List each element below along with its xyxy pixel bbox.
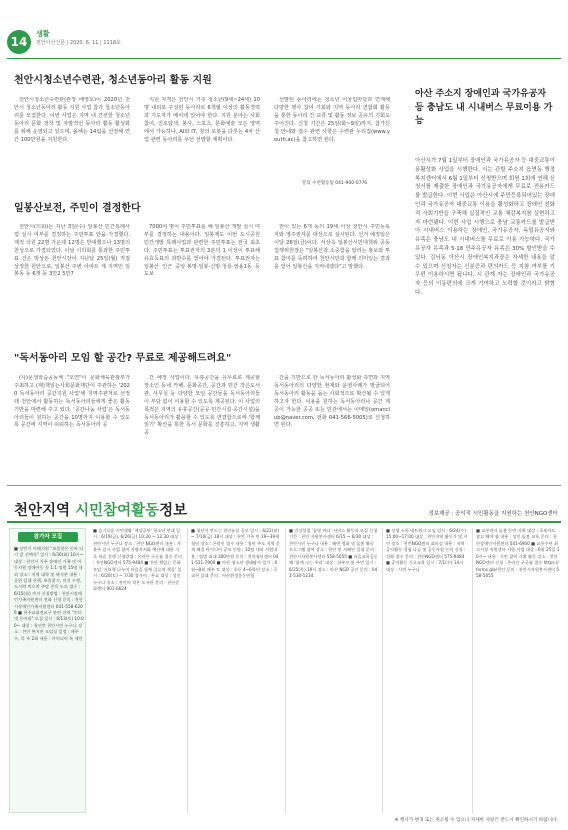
board-title-prefix: 천안지역 [14,503,76,519]
col-separator [472,528,473,813]
article1-col2: 지원 자격은 천안시 거주 청소년(9세~24세) 10명 내외로 구성된 동아리로 6개월 이상의 활동경력과 지도자가 배치돼 있어야 한다. 지원 분야는 사회참여, 진로탐색, 봉사, 스포츠, 문화예술 모든 영역에서 가능하나, AI와 IT, 창의 로봇을 다루는 4차 산업 관련 동아리를 우선 선발할 계획이다. [144,97,260,143]
board-col4: ■ 상생 소통 네트워크 모임 일시 : 6/24(수) 15:00~17:00 대상 : 천안지역 활동가 및 시민 장소 : 천안NGO센터 회의실 내용 : 지역 공익활동 경험 나눔 및 공동사업 논의 신청 : 전화 접수 문의 : 천안NGO센터 575-9484 ■ 공익활동 기초교육 일시 : 7/1(수) 14시 대상 : 시민 누구나 [386,528,468,572]
board-title [14,499,187,520]
article1-col1: 천안시청소년수련관(관장 배영호)이 2020년 천안시 청소년동아리 활동 지원 사업 참가 청소년동아리를 모집한다. 이번 사업은 지역 내 건전한 청소년동아리 문화 정착 및 자발적인 동아리 활동 활성화를 위해 운영되고 있으며, 올해는 14팀을 선정해 연간 100만원을 지원한다. [14,97,130,143]
article2-title: 일봉산보전, 주민이 결정한다 [14,203,141,214]
article1-col3: 선발된 동아리에는 청소년 어울림마당과 연계해 다양한 행사 참여 기회와 지역 동아리 연합회 활동을 통한 동아리 간 교류 및 활동 정보 공유의 기회도 주어진다. 신청 기간은 25일(화~9일)까지, 참가신청 안내와 접수 관련 사항은 수련관 누리집(www.youth.ac)을 참고하면 된다. [274,97,390,143]
board-bar [7,521,561,523]
article1-title: 천안시청소년수련관, 청소년동아리 활동 지원 [14,75,212,86]
article3-col3: 간을 기반으로 한 독서동아리 활성화 측면과 지역 독서동아리의 다양한 현재와 운영사례가 발굴되어 독서동아리 활동을 돕는 사회적으로 확산될 수 있게 하고자 한다. 이용을 원하는 독서동아리나 공간 제공이 가능한 공공 또는 민간에서는 이메일(omanclub@naver.com, 전화 041-566-5005)로 신청하면 된다. [274,375,390,429]
page-number: 14 [7,30,31,54]
footer-note: ※ 행사가 변경 또는 취소될 수 있으니 자세한 사항은 반드시 확인하시기 바랍니다. [394,818,558,823]
section-divider [7,485,561,486]
asan-news-box [398,75,562,457]
article3-col2: 간 예정 사업이다. 유휴공간을 유무료로 제공할 장소인 동네 카페, 문화공간, 공간과 민간 작은도서관, 사무실 등 다양한 모임 공간들을 독서동아리들이 부담 없이 이용할 수 있도록 제공된다. 이 사업의 목적은 지역의 유휴공간(공공·민간시설·공간시설)을 독서동아리가 활용할 수 있도록 연결함으로써 '함께 읽기' 확산을 통한 독서 문화를 진흥하고, 지역 생활공 [144,375,260,437]
col-separator [187,528,188,813]
board-col5: ■ 교통약자 돌봄 동반 기획 대상 : 초보자도 참고 해야 함 내용 : 성인 돌봄 교육 문의 : 천안장애인지원센터 541-6900 ■ 교통수단 최고시장 지원센터 지원 사업 대상 : 6월 25일 10시~ 내용 : 시민 참여 기획 활동 장소 : 천안NGO센터 신청 : 온라인 구글폼 접수 https://forms.gle/천안 문의 : 천안시자원봉사센터 558-5055 [476,528,560,579]
article3-title: "독서동아리 모임 할 공간? 무료로 제공해드려요" [14,353,232,364]
section-label: 생활 [36,30,50,38]
col-separator [382,528,383,813]
board-col3: ■ 건강힐링 '꿈빛 바다' 서비스 활동의 모집 신청기간 : 천안 자원봉사센터 6/15 ~ 6/30 대상 : 천안시민 누구나 내용 : 해변 정화 및 돌봄 활동 프로그램 참여 장소 : 천안 및 서해안 일대 문의 : 천안시자원봉사센터 558-5055 ■ 마을교육공동체 '함께 크는 우리' 대상 : 학부모 및 주민 일시 : 6/25(목) 19시 장소 : 아산 NGO 공간 문의 : 041-530-1234 [289,528,378,579]
header-divider [7,58,561,59]
board-title-highlight: 시민참여활동 [75,503,160,519]
board-col2: ■ 청년이 만드는 천안뉴딜 공모 일시 : 6/22(월) ~ 7/10(금) 18시 대상 : 천안 거주 만 19~39세 청년 장소 : 온라인 접수 내용 : 청년 주도 지역 문제 해결 아이디어 공모 인원 : 10팀 내외 지원내용 : 팀별 최대 300만원 문의 : 천안청년센터 041-521-7900 ■ 아산 청소년 생태탐사 일시 : 6월~8월 매주 토 대상 : 초등 4~6학년 장소 : 곡교천 일대 문의 : 아산환경운동연합 [191,528,280,579]
board-sidebar [9,528,86,813]
board-col1: ■ 슬기로운 시민생활 '책상공부' 청소년 연대 일시 : 6/19(금), 6/26(금) 10:30 ~ 12:30 대상 : 천안시민 누구나 장소 : 천안 NGO센터 내용 : 자율주 감시 사업 참여 지방자치와 예산에 대한 기초 학습 진행 신청방법 : 온라인 구글폼 접수 문의 : 천안NGO센터 575-9484 ■ 천안 책읽는 문화모임 '거리책 나누며 마을을 함께 걸으며 책을' 일시 : 6/20(토) ~ 7/30 참가비 : 무료 대상 : 성인 누구나 장소 : 천안의 작은 도서관 문의 : 천안문화센터 901-6624 [93,528,182,592]
sidebar-body: ■ 상반기 이해지원 "보물찾은 동아 되기 잘 선택자" 일시 : 6/30(화) 10시~ 대상 : 천안시 거주 장애인 가족 및 아동지원 장애아동 등 1:1 정원 15명 내외 장소 : 지역 대학 및 복지관 내용 : 공원 일대 산책, 보물찾기, 미션 수행, 도시락 먹으며 주말 친목 도모 접수 : 6/15(월) 까지 신청방법 : 천안시장애인가족지원센터 전화 신청 문의 : 천안시장애인가족지원센터 041-558-6206 ■ 천주교대전교구 관련 인력 "인터넷 동아리" 모집 일시 : 6/13(토) 10:00~ 대상 : 청년층 천안시민 누구나 장소 : 천안 복지관 모임실 일정 : 매주 수, 목 주 2회 내용 : 아이디어 톡 제안 [14,546,84,641]
board-title-suffix: 정보 [159,503,188,519]
article2-col3: 권이 있는 6개 동의 19세 이상 천안시 주민등록자와 영주권자를 대상으로 실시된다. 선거 예정일은 이달 26일(금)이다. 서상옥 일봉산시민대책위 공동집행위원장은 "일봉산과 소중함을 알리는 홍보와 투표 참여를 독려하여 천안시민과 함께 의미있는 결과를 얻어 일봉산을 지켜내겠다"고 말했다. [274,224,390,270]
board-subtitle: 정보제공 : 공익적 시민활동을 지원하는 천안NGO센터 [428,511,558,517]
article3-col1: (사)문생학습공동체 "오연"이 문화체육관광부가 주최하고 (재)책읽는사회문화재단이 주관하는 '2020 독서동아리 공간지원 사업'에 지역주관처로 선정돼 천안에서 활동하는 독서동아리들에게 좋은 활동기반을 마련해 주고 있다. '공간나눔 사업'은 독서동아리들이 원하는 공간을 10명까지 이용할 수 있도록 공간에 지역이 쉬워하는 독서동아리 공 [14,375,130,429]
article1-source: 문의 수련활동팀 041-900-0776 [302,181,368,186]
asan-body: 아산시가 7월 1일부터 장애인과 국가유공자 등 대중교통이용활성화 사업을 시행한다. 시는 관할 주소지 읍면동 행정복지센터에서 6월 1일부터 신청받으며 회원 1회에 연해 신청서를 제출한 장애인과 국가유공자에게 무료로 전용카드를 발급한다. 이번 사업은 아산시에 주민등록되어있는 장애인과 국가유공자 대중교통 이용을 활성화하고 장애인 친화적 사회기반을 구축해 실질적인 교통 체감복지를 실현하고자 마련됐다. 이번 사업 시행으로 충남 교통카드를 발급받아 시내버스 이용하는 장애인, 국가유공자, 독립유공자와 유족은 충남도 내 시내버스를 무료로 이용 가능하다. 국가유공자 유족과 5·18 민주유공자 유족은 30% 할인받을 수 있다. 김낙동 아산시 장애인복지과장은 자세한 내용을 알 수 있으며 신청자는 신분증과 편의카드 등 지참 여부를 기 우편 이용하시면 됩니다. 시 관계 자는 장애인과 국가유공자 등의 이동편의에 크게 기여하고 노력할 것이라고 밝혔다. [415,158,555,296]
issue-info: 천안아산신문 | 2020. 6. 11 | 1118호 [36,40,121,46]
page-header [0,0,568,58]
col-separator [285,528,286,813]
article2-col1: 천안시(의회)는 지난 3일(수) 일봉산 민간특례사업 실시 여부를 결정하는 주민투표 안을 가결했다. 제적 의원 22명 가운데 12명은 반대했으나 13명의 찬성으로 가결되었다. 이날 시의회를 통과한 주민투표 건은 박상돈 천안시장이 지난달 25일(월) 직접 상정한 원안으로, 일봉산 주변 아파트 계 지역민 일봉동 등 6개 동 3만2 5만7 [14,224,130,278]
asan-title: 아산 주소지 장애인과 국가유공자 등 충남도 내 시내버스 무료이용 가능 [415,89,553,126]
sidebar-title: 참가자 모집 [18,532,78,542]
article2-col2: 7000여 명이 주민투표를 해 일봉산 개발 실시 여부를 결정하는 내용이다. 일봉제도 이번 도시공원 민간개발 특례사업과 관련한 주민투표는 전국 최초다. 주민투표는 투표권자의 3분의 1 이상이 투표해 유효득표의 과반수를 얻어야 가결된다. 투표권자는 일봉산 인근 중앙·봉명·일봉·신방·청룡·쌍용1동 등 도보 [144,224,260,278]
